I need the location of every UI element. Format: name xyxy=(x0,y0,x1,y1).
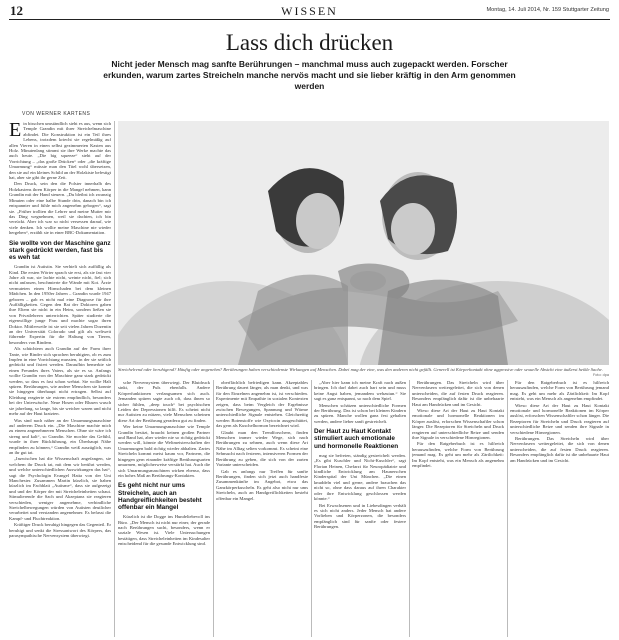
article-paragraph: oberflächlich befriedigen kann. Akzeptables Berührung dauert länger, als man denkt, und was für den Einzelnen angenehm ist, ist verschieden. Experimente mit Empathie in sozialen Kontexten zeigen, dass beim Vergleich der Ergebnisse zwischen Bewegungen, Spannung und Wärme unterschiedliche Signale entstehen. Gleichzeitig werden Botenstoffe wie Oxytocin ausgeschüttet, das gern als Kuschelhormon bezeichnet wird. xyxy=(216,380,308,429)
article-paragraph: Glaubt man den Trendforschern, finden Menschen immer wieder Wege, sich nach Berührungen zu sehnen, auch wenn diese Art Nähe im Alltag selten vorkommt. Es scheint eine Sehnsucht nach festeren, intensiveren Formen der Berührung zu geben, die sich von der zarten Variante unterscheiden. xyxy=(216,429,308,468)
article-paragraph: Gab es anfangs nur Treffen für sanfte Berührungen, finden sich jetzt auch handfeste Zusammenkünfte im Angebot, etwa das Ganzkörperkuscheln. Es geht also nicht nur ums Streicheln, auch an Handgreiflichkeiten besteht offenbar ein Mangel. xyxy=(216,468,308,501)
article-paragraph: Für den Ratgeberbuch ist es hilfreich herauszufinden, welche Form von Berührung jemand mag. Es geht um mehr als Zärtlichkeit: Im Kopf entsteht, was ein Mensch als angenehm empfindet. xyxy=(412,441,504,469)
people-touching-photo xyxy=(118,121,609,365)
article-column-6 xyxy=(510,380,609,637)
photo-credit: Foto: dpa xyxy=(592,373,609,377)
article-column-4 xyxy=(314,380,406,637)
column-divider xyxy=(213,380,214,637)
article-paragraph: Bei Erwachsenen und in Liebesdingen verhält es sich nicht anders. Jeder Mensch hat andere Vorlieben und Körperzonen, die besonders empfänglich sind für sanfte oder festere Berührungen. xyxy=(314,502,406,530)
drop-cap: E xyxy=(9,121,22,141)
article-paragraph: „Aber hier kann ich meine Kraft nach außen bringen. Ich darf dabei auch hart sein und muss keine Angst haben, jemandem wehzutun.“ Sie sagt es ganz entspannt, so nach dem Spiel. xyxy=(314,380,406,402)
article-column-5 xyxy=(412,380,504,637)
article-paragraph: Wieso diese Art der Haut zu Haut Kontakt emotionale und hormonelle Reaktionen im Körper auslöst, erforschen Wissenschaftler schon länger. Die Rezeptoren für Streicheln und Druck reagieren auf unterschiedliche Reize und senden ihre Signale in verschiedene Hirnregionen. xyxy=(412,408,504,441)
article-paragraph: sche Nervensystem überwiegt. Der Blutdruck sinkt, der Puls ebenfalls. Andere Körperfunktionen verlangsamen sich auch. Jemanden spüren sagte auch oft, dass ihnen so sicher fühlen, „deep touch“ bei psychischen Leiden der Depressionen hilft. Es scheint nicht nur Autisten zu nützen, viele Menschen scheinen diese Art der Berührung geradezu gut zu finden. xyxy=(118,380,210,423)
article-paragraph: Als schüchtern auch Grandin auf der Farm ihrer Tante, wie Rinder sich sprachen beruhigten, ob es zum Impfen in eine Vorrichtung mussten, in der sie seitlich gedrückt und fixiert werden. Daraufhin bemerkte sie einen Freundes ihres Vaters, als sie es so. Anfangs wollte Grandin von der Maschine ganz stark gedrückt werden, so dass es fast schon wehtat. Sie wollte Halt spüren. Berührungen, wie andere Menschen sie konnte sie hingegen überhaupt nicht ertragen. Selbst auf Kleidung reagierte sie extrem empfindlich, besonders bei der Unterwäsche. Neue Hosen oder Blusen wusch sie jahrelang, so lange, bis sie weicher waren und nicht mehr auf der Haut kratzten. xyxy=(9,346,111,417)
article-paragraph: mag sie befreien, ständig gestreichelt werden. „Es gibt Kuschler und Nicht-Kuschler“, sagt Florian Heinen, Chefarzt für Neuropädiatrie und kindliche Entwicklung am Haunerschen Kinderspital der Uni München. „Die einen knuddeln viel und gerne, andere brauchen das nicht so, ohne dass daraus auf ihren Charakter oder ihre Entwicklung geschlossen werden könnte.“ xyxy=(314,452,406,502)
article-paragraph: in bisschen umständlich sieht es aus, wenn sich Temple Grandin mit ihrer Streichelmaschine abfindet. Die Konstruktion ist ein Teil ihres Lebens, trotzdem kriecht sie regelmäßig auf allen Vieren in einen selbst gezimmerten Kasten aus Holz. Minutenlang stimmt sie ihre Werke machte das auch heute. „Die big squeeze“ steht auf der Vorrichtung – „das große Drücken“ oder „die kräftige Umarmung“ müsste man den Titel wohl übersetzen, den sie auf ein kleines Schild an der Holzkiste befestigt hat, aber sie gibt ihr gerne Zeit. xyxy=(9,121,111,181)
article-subhead: Nicht jeder Mensch mag sanfte Berührungen – manchmal muss auch zugepackt werden. Forscher erkunden, warum zartes Streicheln manche nervös macht und sie lieber kräftig in den Arm genommen werden xyxy=(103,59,516,91)
article-paragraph: Grandin ist Autistin. Sie verhielt sich auffällig als Kind. Die ersten Wörter sprach sie erst, als sie fast vier Jahre alt war, sie lachte nicht, weinte nicht, fiel; sich nicht anfassen, beschmierte die Wände mit Kot. Ärzte vermuteten einen Hirnschaden bei dem kleinen Mädchen. In den 1950er Jahren – Grandin wurde 1947 geboren – gab es nicht mal eine Diagnose für ihre Auffälligkeiten. Gegen den Rat der Doktoren gaben ihre Eltern sie nicht in ein Heim, sondern ließen sie von Privatlehrern unterrichten. Später studierte die eigenwillige junge Frau und machte sogar ihren Doktor. Mittlerweile ist sie seit vielen Jahren Dozentin an der Universität Colorado und gilt als weltweit führende Expertin für die Haltung von Tieren, besonders von Rindern. xyxy=(9,264,111,345)
column-divider xyxy=(409,380,410,637)
page-number: 12 xyxy=(10,3,23,18)
page-header xyxy=(9,3,610,20)
article-paragraph: „Inzwischen hat die Wissenschaft angefangen, sie welchem ihr Druck tat, mit dem wir berührt werden, und welche unterschiedlichen Auswirkungen das hat“, sagt die Psychologin Evangel Hatta von der Uni Manchester. Zusammen Martin kürzlich, sie haben kürzlich im Fachblatt „Autisme“, dass sie aufgezeigt und und der Körper der mit Streicheleinheiten schaut. Stimulierende die Sach und Akzeptanz sie reagieren verschieden, weniger angenehme, verbindliche Streichelbewegungen würden von Autisten deutlicher verarbeitet und verstanden angenehmer. Es befasst die Kampf- und Fluchtreaktion. xyxy=(9,456,111,521)
column-divider xyxy=(507,380,508,637)
article-paragraph: Wieso diese Art der Haut zu Haut Kontakt emotionale und hormonelle Reaktionen im Körper auslöst, erforschen Wissenschaftler schon länger. Die Rezeptoren für Streicheln und Druck reagieren auf unterschiedliche Reize und senden ihre Signale in verschiedene Hirnregionen. xyxy=(510,402,609,435)
dateline: Montag, 14. Juli 2014, Nr. 159 Stuttgarter Zeitung xyxy=(486,7,609,13)
article-paragraph: Was sind nach näher an der Umarmungsmaschine auf anderem Druck ein. „Die Maschine machte mich zu einem angenehmeren Menschen. Ohne sie wäre ich streng und kalt“, so Grandin. Sie mochte das Gefühl, wurde in ihrer Rückführung, ein Überhaupt Nähe empfinden zu können,“ Grandin weiß auszüglich, was an ihr gut tat. xyxy=(9,417,111,455)
article-paragraph: Kürzlich ist die Dogge ins Hundeliebevoll ins Büro. „Der Mensch ist nicht nur einer, der gerade nach Berührungen sucht, besonders, wenn er soziale Wesen ist. Viele Untersuchungen bestätigen, dass Streicheleinheiten im Kindesalter entscheidend für die gesunde Entwicklung sind. xyxy=(118,514,210,547)
article-paragraph: Den Druck, sein den die Polster innerhalb des Holzkastens ihren Körper in die Mangel nehmen, kann Grandin mit der Hand steuern. „Du bleibst ich zwanzig Minuten oder eine halbe Stunde drin, danach bin ich entspannter und fühle mich angenehm gebogen“, sagt sie. „Früher trollten die Lehrer und meine Mutter mir das Ding wegnehmen, weil sie dachten, ich bin verrückt. Aber ich war so nicht versessen darauf, wie viele denken. Ich wollte meine Maschine nie wieder hergeben“, erzählt sie in einer BBC-Dokumentation. xyxy=(9,181,111,236)
article-column-1 xyxy=(9,121,111,637)
column-divider xyxy=(311,380,312,637)
article-column-2 xyxy=(118,380,210,637)
article-author: VON WERNER KARTENS xyxy=(22,111,91,117)
article-paragraph: Berührungen. Das Streicheln wird über Nervenfasern weitergeleitet, die sich von denen unterscheiden, die auf festen Druck reagieren. Besonders empfänglich dafür ist die unbehaarte Haut am Handrücken und im Gesicht. xyxy=(510,436,609,463)
article-paragraph: Menschen schätzen unterschiedliche Formen der Berührung. Das ist schon bei kleinen Kindern zu spüren. Manche wollen ganz fest gehalten werden, andere lieber sanft gestreichelt. xyxy=(314,402,406,424)
section-title: WISSEN xyxy=(281,4,338,18)
article-headline: Lass dich drücken xyxy=(225,30,394,55)
article-subheading: Es geht nicht nur ums Streicheln, auch an Handgreiflichkeiten besteht offenbar ein Mangel xyxy=(118,482,202,511)
article-column-3 xyxy=(216,380,308,637)
photo-caption: Streichelrend oder beruhigend? Häufig oder angenehm? Berührungen haben verschiedenste Wirkungen auf Menschen. Dabei mag der eine, was den anderen nicht gefällt. Generell ist Körperkontakt ohne aggressive oder sexuelle Absicht eine äußerst heikle Sache. xyxy=(118,367,603,372)
article-subheading: Sie wollte von der Maschine ganz stark gedrückt werden, fast bis es weh tat xyxy=(9,239,111,261)
article-subheading: Der Haut zu Haut Kontakt stimuliert auch emotionale und hormonelle Reaktionen xyxy=(314,428,399,450)
article-paragraph: Kräftiger Druck beruhigt hingegen das Gegenteil. Er beruhigt und senkt die Stressantwort des Körpers, das parasympathische Nervensystem überwiegt. xyxy=(9,522,111,539)
article-paragraph: Für den Ratgeberbuch ist es hilfreich herauszufinden, welche Form von Berührung jemand mag. Es geht um mehr als Zärtlichkeit: Im Kopf entsteht, was ein Mensch als angenehm empfindet. xyxy=(510,380,609,402)
article-photo xyxy=(118,121,609,365)
column-divider xyxy=(114,121,115,637)
article-paragraph: Berührungen. Das Streicheln wird über Nervenfasern weitergeleitet, die sich von denen unterscheiden, die auf festen Druck reagieren. Besonders empfänglich dafür ist die unbehaarte Haut am Handrücken und im Gesicht. xyxy=(412,380,504,407)
article-paragraph: Wer keine Umarmungsmaschine wie Temple Grandin besitzt, braucht keinen großen Partner und Band hat, aber wieder nie so richtig gedrückt werden will, könnte die Weltmeisterschaften der Umarmungen bald richtig wieder abhalten. Zartes Streicheln kommt meist kaum vor, Partnern, die hingegen gern einander kräftige Berührungsarten umarmen, möglicherweise verstärkt hat. Auch die sich Umarmungsmaschinen wirken ebenso, dass ein hohes Maß an Berührungs-Kontakten. xyxy=(118,424,210,478)
